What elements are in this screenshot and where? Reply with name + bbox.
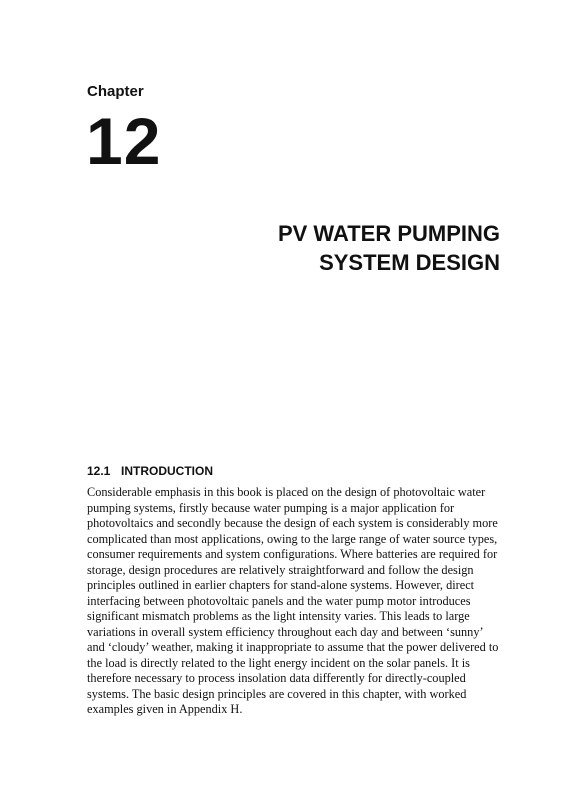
- section-heading: [87, 464, 213, 478]
- chapter-label: Chapter: [87, 83, 144, 100]
- chapter-number: 12: [86, 104, 162, 178]
- chapter-title-line-1: PV WATER PUMPING: [277, 221, 500, 246]
- section-body-paragraph: Considerable emphasis in this book is placed on the design of photovoltaic water pumping systems, firstly because water pumping is a major application for photovoltaics and secondly because the design of each system is considerably more complicated than most applications, owing to the large range of water source types, consumer requirements and system configurations. Where batteries are required for storage, design procedures are relatively straightforward and follow the design principles outlined in earlier chapters for stand-alone systems. However, direct interfacing between photovoltaic panels and the water pump motor introduces significant mismatch problems as the light intensity varies. This leads to large variations in overall system efficiency throughout each day and between ‘sunny’ and ‘cloudy’ weather, making it inappropriate to assume that the power delivered to the load is directly related to the light energy incident on the solar panels. It is therefore necessary to process insolation data differently for directly-coupled systems. The basic design principles are covered in this chapter, with worked examples given in Appendix H.: [87, 485, 499, 716]
- chapter-title: [278, 219, 500, 277]
- section-number: 12.1: [87, 464, 111, 478]
- section-title: INTRODUCTION: [121, 464, 213, 478]
- chapter-title-line-2: SYSTEM DESIGN: [319, 250, 500, 275]
